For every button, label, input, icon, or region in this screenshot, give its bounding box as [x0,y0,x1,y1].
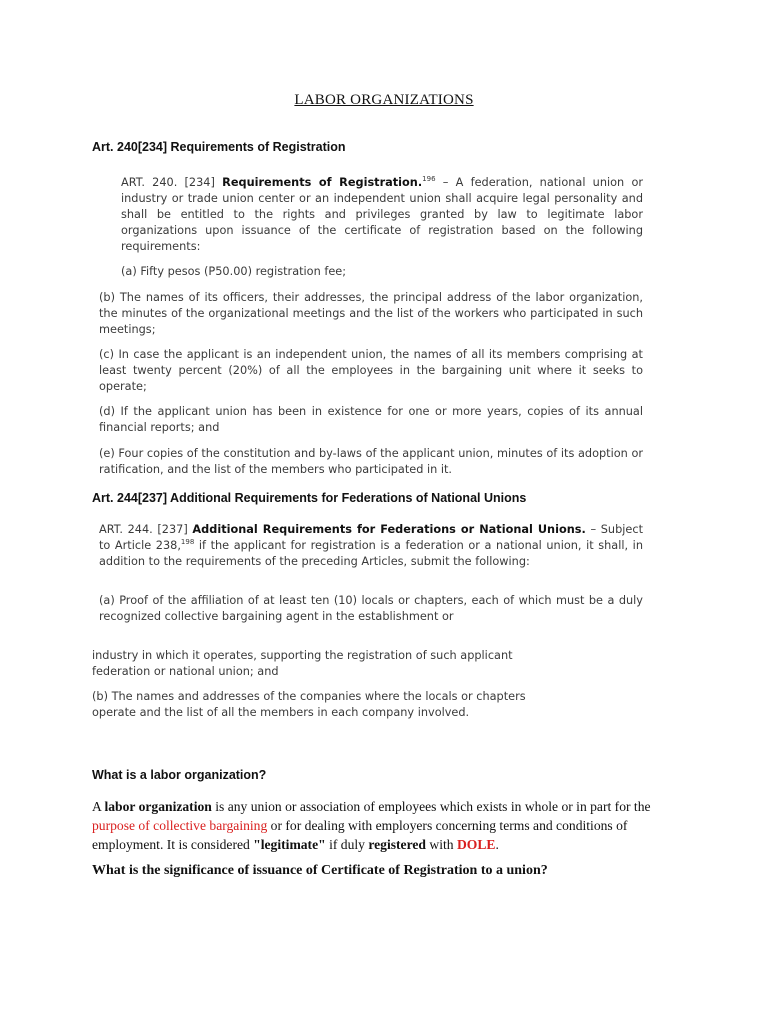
art244-item-a: (a) Proof of the affiliation of at least ten (10) locals or chapters, each of which must be a duly recognized collective bargaining agent in the establishment or [99,594,643,623]
answer-labor-organization: A labor organization is any union or association of employees which exists in whole or in part for the purpose of collective bargaining or for dealing with employers concerning terms and conditions of employment. It is considered "legitimate" if duly registered with DOLE. [92,799,651,852]
art244-intro-bold: Additional Requirements for Federations or National Unions. [192,523,586,536]
art240-heading: Art. 240[234] Requirements of Registration [92,140,346,154]
footnote-196: 196 [422,175,436,184]
art240-item-c: (c) In case the applicant is an independent union, the names of all its members comprising at least twenty percent (20%) of all the employees in the bargaining unit where it seeks to operate; [99,348,643,393]
term-legitimate: "legitimate" [253,837,326,852]
art240-item-d: (d) If the applicant union has been in existence for one or more years, copies of its annual financial reports; and [99,405,643,434]
term-labor-organization: labor organization [104,799,212,814]
term-dole: DOLE [456,837,496,852]
question-certificate-significance: What is the significance of issuance of Certificate of Registration to a union? [92,863,548,878]
art244-item-b: (b) The names and addresses of the companies where the locals or chapters operate and the list of all the members in each company involved. [92,690,526,719]
term-collective-bargaining: purpose of collective bargaining [92,818,268,833]
art244-heading: Art. 244[237] Additional Requirements for Federations of National Unions [92,491,527,505]
page-title: LABOR ORGANIZATIONS [294,92,474,108]
footnote-198: 198 [180,538,195,547]
art240-item-a: (a) Fifty pesos (P50.00) registration fee; [121,265,347,278]
art240-intro-bold: Requirements of Registration. [222,176,423,189]
art240-item-b: (b) The names of its officers, their addresses, the principal address of the labor organization, the minutes of the organizational meetings and the list of the workers who participated in such meetings; [99,291,643,336]
art244-intro: ART. 244. [237] Additional Requirements for Federations or National Unions. – Subject to Article 238,$^{198}$ if the applicant for registration is a federation or a national union, it shall, in addition to the requirements of the preceding Articles, submit the following: [99,523,643,568]
art240-item-e: (e) Four copies of the constitution and by-laws of the applicant union, minutes of its adoption or ratification, and the list of the members who participated in it. [99,447,643,476]
art240-intro: ART. 240. [234] Requirements of Registration.$^{196}$ – A federation, national union or industry or trade union center or an independent union shall acquire legal personality and shall be entitled to the rights and privileges granted by law to legitimate labor organizations upon issuance of the certificate of registration based on the following requirements: [121,175,643,253]
term-registered: registered [368,837,426,852]
art244-item-a-continued: industry in which it operates, supporting the registration of such applicant federation or national union; and [92,649,513,678]
question-labor-organization: What is a labor organization? [92,768,267,782]
